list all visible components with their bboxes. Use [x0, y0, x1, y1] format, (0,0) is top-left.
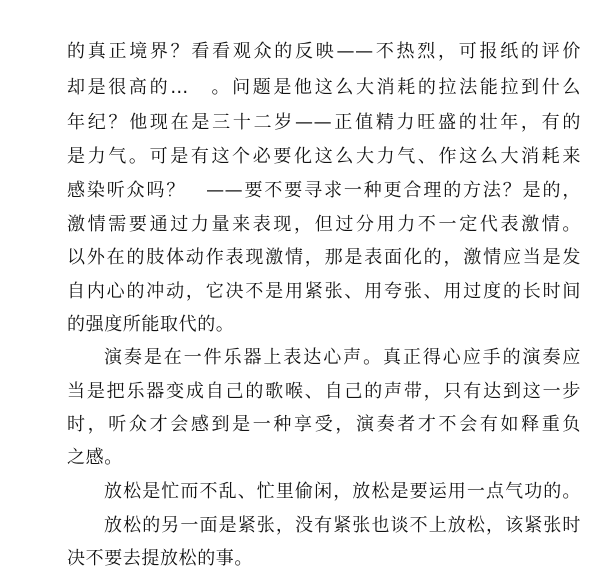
text-line: 当是把乐器变成自己的歌喉、自己的声带，只有达到这一步 [67, 381, 581, 402]
text-line: 激情需要通过力量来表现，但过分用力不一定代表激情。 [67, 214, 581, 235]
text-line: 时，听众才会感到是一种享受，演奏者才不会有如释重负 [67, 414, 581, 435]
text-line: 感染听众吗？ ——要不要寻求一种更合理的方法？是的， [67, 180, 581, 201]
text-line: 自内心的冲动，它决不是用紧张、用夸张、用过度的长时间 [67, 281, 581, 302]
text-line: 放松是忙而不乱、忙里偷闲，放松是要运用一点气功的。 [104, 481, 581, 502]
text-line: 年纪？他现在是三十二岁——正值精力旺盛的壮年，有的 [67, 112, 581, 133]
text-line: 决不要去提放松的事。 [67, 548, 253, 569]
text-line: 是力气。可是有这个必要化这么大力气、作这么大消耗来 [67, 146, 581, 167]
text-line: 的真正境界？看看观众的反映——不热烈，可报纸的评价 [67, 41, 581, 62]
text-line: 的强度所能取代的。 [67, 314, 235, 335]
text-line: 之感。 [67, 447, 123, 468]
text-line: 却是很高的… 。问题是他这么大消耗的拉法能拉到什么 [67, 77, 581, 98]
text-line: 演奏是在一件乐器上表达心声。真正得心应手的演奏应 [104, 347, 581, 368]
text-line: 以外在的肢体动作表现激情，那是表面化的，激情应当是发 [67, 247, 581, 268]
text-line: 放松的另一面是紧张，没有紧张也谈不上放松，该紧张时 [104, 515, 581, 536]
